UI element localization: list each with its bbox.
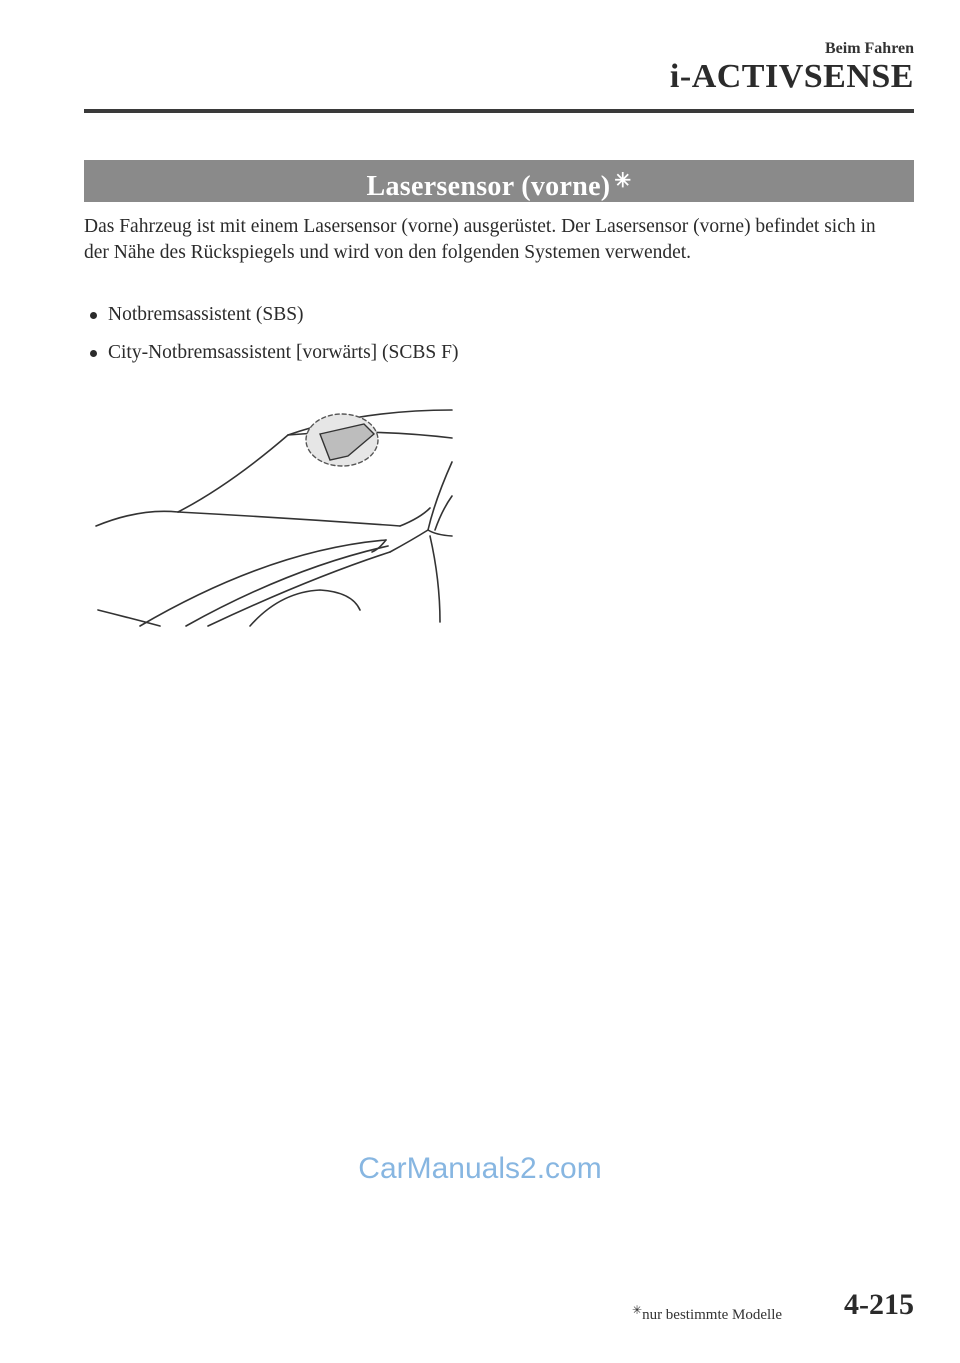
door-edge: [430, 536, 440, 622]
section-title: Lasersensor (vorne): [366, 171, 611, 202]
system-list: [84, 300, 458, 376]
windshield-bottom-edge: [178, 512, 400, 526]
section-header-title: i-ACTIVSENSE: [669, 58, 914, 95]
hood-left-edge: [96, 511, 178, 526]
list-item: City-Notbremsassistent [vorwärts] (SCBS F): [84, 338, 458, 376]
a-pillar-left: [178, 435, 288, 512]
a-pillar-right-inner: [435, 496, 452, 530]
footnote-star-icon: ✳: [632, 1303, 643, 1317]
windshield-sensor-illustration: [90, 400, 470, 635]
cowl-line: [400, 508, 430, 526]
list-item: Notbremsassistent (SBS): [84, 300, 458, 338]
section-title-bar: [84, 160, 914, 202]
fender-line: [390, 530, 428, 552]
watermark: CarManuals2.com: [358, 1152, 602, 1185]
intro-paragraph: Das Fahrzeug ist mit einem Lasersensor (vorne) ausgerüstet. Der Lasersensor (vorne) befindet sich in der Nähe des Rückspiegels und wird von den folgenden Systemen verwendet.: [84, 216, 876, 263]
optional-equipment-star-icon: ✳: [614, 170, 632, 192]
header-divider: [84, 109, 914, 113]
a-pillar-right-lower: [428, 530, 452, 536]
front-wheel-arch: [250, 590, 360, 626]
page-number: 4-215: [844, 1288, 914, 1321]
footer-note: [632, 1303, 782, 1324]
a-pillar-right-outer: [428, 462, 452, 530]
footer-note-text: nur bestimmte Modelle: [642, 1307, 783, 1323]
chapter-title: Beim Fahren: [824, 40, 914, 57]
hood-front-left: [98, 610, 160, 626]
hood-crease-3: [208, 552, 390, 626]
